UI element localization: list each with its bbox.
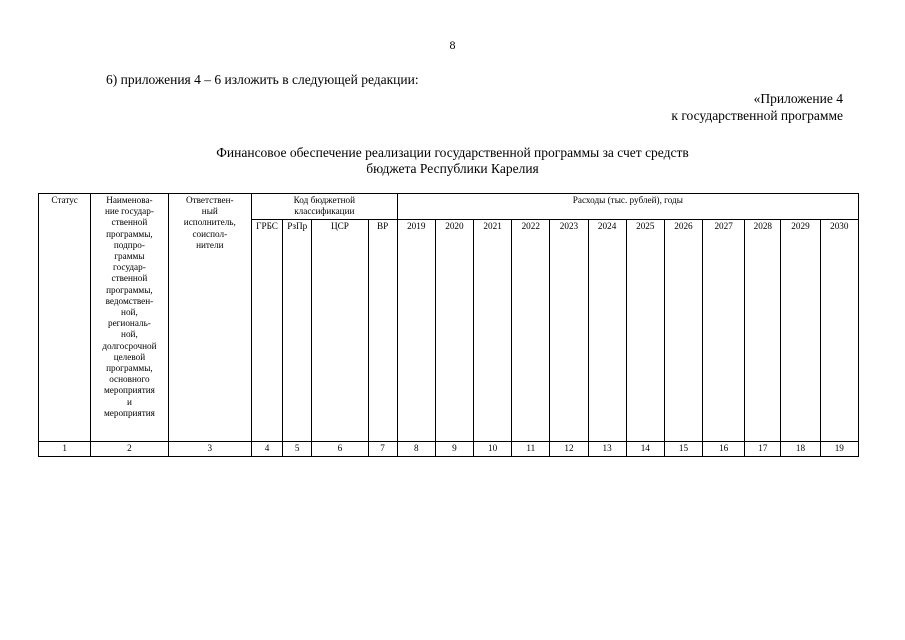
appendix-line-2: к государственной программе: [671, 108, 843, 123]
column-number: 14: [626, 442, 664, 457]
column-number: 4: [251, 442, 282, 457]
column-number: 7: [368, 442, 397, 457]
header-expenses: Расходы (тыс. рублей), годы: [397, 194, 858, 220]
column-number: 17: [745, 442, 781, 457]
header-year: 2027: [703, 220, 745, 442]
header-year: 2019: [397, 220, 435, 442]
column-number-row: [39, 442, 859, 457]
column-number: 13: [588, 442, 626, 457]
header-status: Статус: [39, 194, 91, 442]
column-number: 3: [168, 442, 251, 457]
header-year: 2029: [781, 220, 820, 442]
page-number: 8: [449, 38, 456, 52]
column-number: 2: [91, 442, 168, 457]
header-year: 2021: [474, 220, 512, 442]
header-rzpr: РзПр: [283, 220, 312, 442]
column-number: 1: [39, 442, 91, 457]
header-year: 2030: [820, 220, 858, 442]
header-vr: ВР: [368, 220, 397, 442]
header-csr: ЦСР: [312, 220, 368, 442]
column-number: 11: [512, 442, 550, 457]
column-number: 5: [283, 442, 312, 457]
column-number: 9: [435, 442, 473, 457]
header-grbs: ГРБС: [251, 220, 282, 442]
header-budget-code: Код бюджетной классификации: [251, 194, 397, 220]
header-row-1: [39, 194, 859, 220]
header-year: 2024: [588, 220, 626, 442]
header-year: 2025: [626, 220, 664, 442]
column-number: 19: [820, 442, 858, 457]
column-number: 6: [312, 442, 368, 457]
title-line-2: бюджета Республики Карелия: [366, 161, 539, 176]
column-number: 10: [474, 442, 512, 457]
header-year: 2026: [664, 220, 702, 442]
appendix-line-1: «Приложение 4: [753, 91, 843, 106]
column-number: 15: [664, 442, 702, 457]
title-line-1: Финансовое обеспечение реализации государственной программы за счет средств: [216, 145, 689, 160]
financing-table: [38, 193, 859, 457]
column-number: 12: [550, 442, 588, 457]
column-number: 8: [397, 442, 435, 457]
header-year: 2020: [435, 220, 473, 442]
header-program-name: Наименова- ние государ- ственной программы, подпро- граммы государ- ственной программы, ведомствен- ной, региональ- ной, долгосрочной целевой программы, основного мероприятия и мероприятия: [91, 194, 168, 442]
header-executor: Ответствен- ный исполнитель, соиспол- нители: [168, 194, 251, 442]
header-year: 2028: [745, 220, 781, 442]
header-year: 2023: [550, 220, 588, 442]
document-title: [0, 145, 905, 177]
intro-text: 6) приложения 4 – 6 изложить в следующей редакции:: [106, 72, 419, 87]
column-number: 16: [703, 442, 745, 457]
column-number: 18: [781, 442, 820, 457]
header-year: 2022: [512, 220, 550, 442]
appendix-heading: [671, 90, 843, 124]
